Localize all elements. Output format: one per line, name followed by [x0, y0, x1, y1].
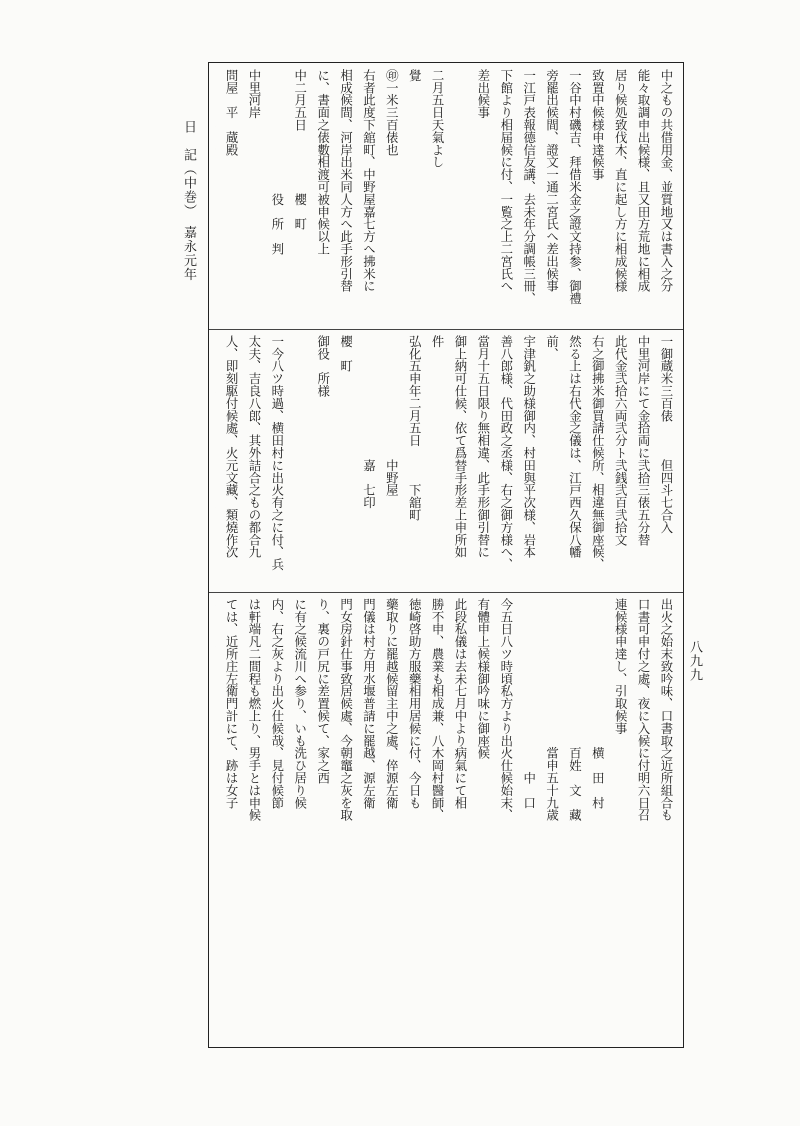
text-column: 中之もの共借用金、並質地又は書入之分: [659, 69, 674, 293]
running-header: 日 記（中巻） 嘉永元年: [181, 120, 196, 282]
text-band-bottom: [215, 598, 677, 1044]
text-column: ては、近所庄左衛門計にて、跡は女子: [224, 598, 240, 809]
text-column: 此代金弐拾六両弐分ト弐銭弐百弐拾文: [613, 335, 629, 546]
text-column: 今五日八ツ時頃私方より出火仕候始末、: [498, 598, 514, 822]
text-column: 門女房針仕事致居候處、今朝竈之灰を取: [338, 598, 354, 822]
text-column: 覺: [407, 69, 423, 82]
text-column: 當月十五日限り無相違、此手形御引替に: [475, 335, 491, 559]
text-column: 口書可申付之處、夜に入候に付明六日召: [636, 598, 652, 822]
text-column: 一今八ツ時過、横田村に出火有之に付、兵: [269, 335, 285, 571]
text-column: 御役 所様: [315, 335, 331, 397]
text-column: 二月五日天氣よし: [430, 69, 446, 169]
text-column: 中 口: [521, 598, 537, 809]
text-column: 中里河岸: [246, 69, 262, 119]
text-column: 右者此度下舘町、中野屋嘉七方へ拂米に: [361, 69, 377, 293]
text-column: 弘化五申年二月五日 下舘町: [407, 335, 423, 521]
text-column: 然る上は右代金之儀は、江戸西久保八幡: [567, 335, 583, 559]
text-column: 藥取りに罷越候留主中之處、倅源左衛: [384, 598, 400, 809]
text-column: 百姓 文 藏: [567, 598, 583, 822]
text-band-middle: [215, 335, 677, 587]
text-column: 居り候処致伐木、直に起し方に相成候様: [613, 69, 629, 293]
text-column: 中里河岸にて金拾両に弐拾三俵五分替: [636, 335, 652, 546]
text-column: 一江戸表報德信友講、去未年分調帳三冊、: [521, 69, 537, 305]
text-column: ㊞一米三百俵也: [384, 69, 400, 156]
text-column: 一御蔵米三百俵 但四斗七合入: [659, 335, 674, 534]
text-column: 一谷中村磯吉、拜借米金之證文持参、御禮: [567, 69, 583, 305]
text-column: 櫻 町: [338, 335, 354, 373]
band-divider: [209, 329, 683, 330]
text-column: 右之御拂米御買請仕候所、相違無御座候、: [590, 335, 606, 571]
text-column: 人、即刻駆付候處、火元文藏、類燒作次: [224, 335, 240, 559]
text-column: 太夫、吉良八郎、其外詰合之もの都合九: [246, 335, 262, 559]
text-column: 相成候間、河岸出米同人方へ此手形引替: [338, 69, 354, 293]
text-column: 中二月五日 櫻 町: [292, 69, 308, 231]
text-column: 旁罷出候間、證文一通二宮氏へ差出候事: [544, 69, 560, 293]
text-column: 内、右之灰より出火仕候哉、見付候節: [269, 598, 285, 809]
text-column: り、裏の戸尻に差置候て、家之西: [315, 598, 331, 784]
text-column: は軒端凡二間程も燃上り、男手とは申候: [246, 598, 262, 822]
text-column: 徳崎啓助方服藥相用居候に付、今日も: [407, 598, 423, 809]
text-column: 能々取調申出候様、且又田方荒地に相成: [636, 69, 652, 293]
text-column: 中野屋: [384, 335, 400, 497]
text-column: 問屋 平 蔵殿: [224, 69, 240, 156]
text-column: 御上納可仕候、依て爲替手形差上申所如: [452, 335, 468, 559]
text-column: に、書面之俵數相渡可被申候以上: [315, 69, 331, 255]
text-column: 差出候事: [475, 69, 491, 119]
text-column: 當申五十九歳: [544, 598, 560, 822]
text-column: 嘉 七印: [361, 335, 377, 509]
text-column: 役 所 判: [269, 69, 285, 255]
text-column: 横 田 村: [590, 598, 606, 809]
text-column: 致置中候様申達候事: [590, 69, 606, 181]
text-band-top: [215, 69, 677, 325]
text-column: 件: [430, 335, 446, 348]
band-divider: [209, 592, 683, 593]
text-column: 前、: [544, 335, 560, 360]
text-column: 有體申上候様御吟味に御座候: [475, 598, 491, 760]
text-column: 下館より相届候に付、一覧之上二宮氏へ: [498, 69, 514, 293]
text-column: 連候様申達し、引取候事: [613, 598, 629, 735]
text-column: 門儀は村方用水堰普請に罷越、源左衛: [361, 598, 377, 809]
text-column: 此段私儀は去未七月中より病氣にて相: [452, 598, 468, 809]
text-column: 善八郎様、代田政之丞様、右之御方様へ、: [498, 335, 514, 571]
text-frame: [208, 62, 684, 1048]
text-column: 出火之始末致吟味、口書取之近所組合も: [659, 598, 674, 822]
text-column: に有之候流川へ参り、いも洗ひ居り候: [292, 598, 308, 809]
page-number: 八九九: [687, 640, 702, 682]
text-column: 宇津釩之助様御内、村田與平次様、岩本: [521, 335, 537, 559]
text-column: 勝不申、農業も相成兼、八木岡村醫師、: [430, 598, 446, 822]
